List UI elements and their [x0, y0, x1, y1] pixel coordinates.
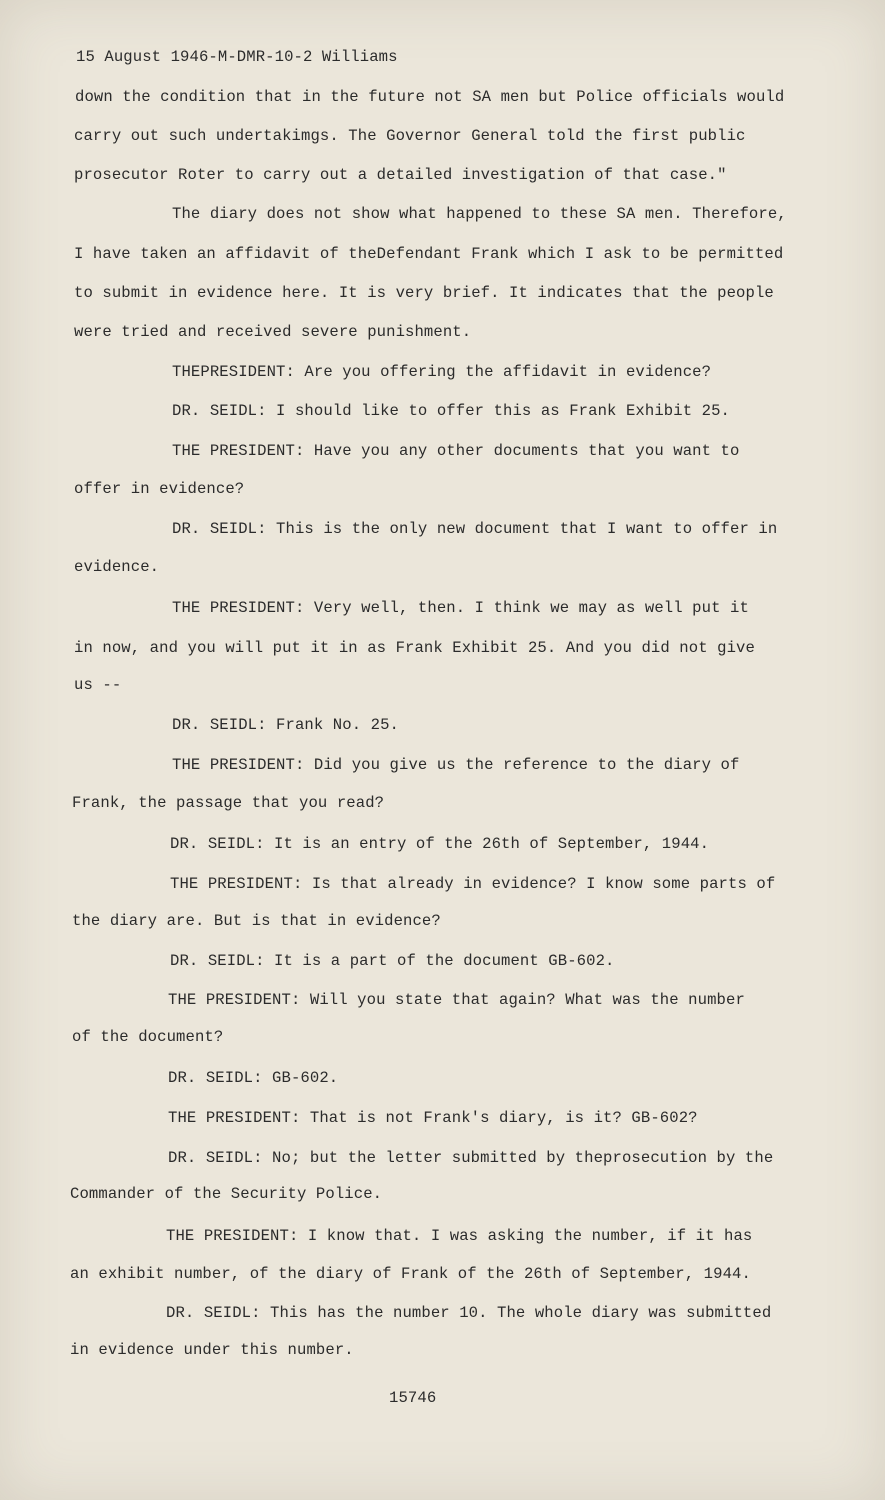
text-line: THE PRESIDENT: Is that already in evidence? I know some parts of [170, 875, 776, 893]
text-line: DR. SEIDL: GB-602. [168, 1069, 339, 1087]
text-line: us -- [74, 676, 122, 694]
text-line: carry out such undertakimgs. The Governor General told the first public [74, 127, 746, 145]
text-line: DR. SEIDL: It is a part of the document GB-602. [170, 952, 615, 970]
text-line: THE PRESIDENT: I know that. I was asking the number, if it has [166, 1227, 753, 1245]
text-line: the diary are. But is that in evidence? [72, 912, 441, 930]
text-line: DR. SEIDL: This has the number 10. The whole diary was submitted [166, 1304, 772, 1322]
text-line: to submit in evidence here. It is very brief. It indicates that the people [74, 284, 774, 302]
text-line: DR. SEIDL: It is an entry of the 26th of September, 1944. [170, 835, 710, 853]
text-line: THEPRESIDENT: Are you offering the affidavit in evidence? [172, 363, 712, 381]
text-line: of the document? [72, 1028, 224, 1046]
page-number: 15746 [389, 1389, 437, 1407]
text-line: THE PRESIDENT: Very well, then. I think we may as well put it [172, 599, 749, 617]
text-line: DR. SEIDL: This is the only new document that I want to offer in [172, 520, 778, 538]
text-line: THE PRESIDENT: Did you give us the reference to the diary of [172, 756, 740, 774]
text-line: were tried and received severe punishment. [74, 323, 472, 341]
text-line: THE PRESIDENT: That is not Frank's diary, is it? GB-602? [168, 1109, 698, 1127]
text-line: DR. SEIDL: No; but the letter submitted by theprosecution by the [168, 1149, 774, 1167]
text-line: DR. SEIDL: I should like to offer this as Frank Exhibit 25. [172, 402, 731, 420]
page-header: 15 August 1946-M-DMR-10-2 Williams [76, 48, 398, 66]
text-line: The diary does not show what happened to these SA men. Therefore, [172, 205, 787, 223]
text-line: in now, and you will put it in as Frank Exhibit 25. And you did not give [74, 639, 755, 657]
text-line: an exhibit number, of the diary of Frank of the 26th of September, 1944. [70, 1265, 751, 1283]
text-line: THE PRESIDENT: Have you any other documents that you want to [172, 442, 740, 460]
text-line: down the condition that in the future not SA men but Police officials would [75, 88, 785, 106]
text-line: Frank, the passage that you read? [72, 794, 385, 812]
text-line: in evidence under this number. [70, 1341, 354, 1359]
text-line: offer in evidence? [74, 480, 245, 498]
text-line: THE PRESIDENT: Will you state that again? What was the number [168, 991, 745, 1009]
text-line: prosecutor Roter to carry out a detailed investigation of that case." [74, 166, 727, 184]
text-line: I have taken an affidavit of theDefendant Frank which I ask to be permitted [74, 245, 784, 263]
text-line: evidence. [74, 558, 160, 576]
text-line: DR. SEIDL: Frank No. 25. [172, 716, 399, 734]
text-line: Commander of the Security Police. [70, 1185, 383, 1203]
